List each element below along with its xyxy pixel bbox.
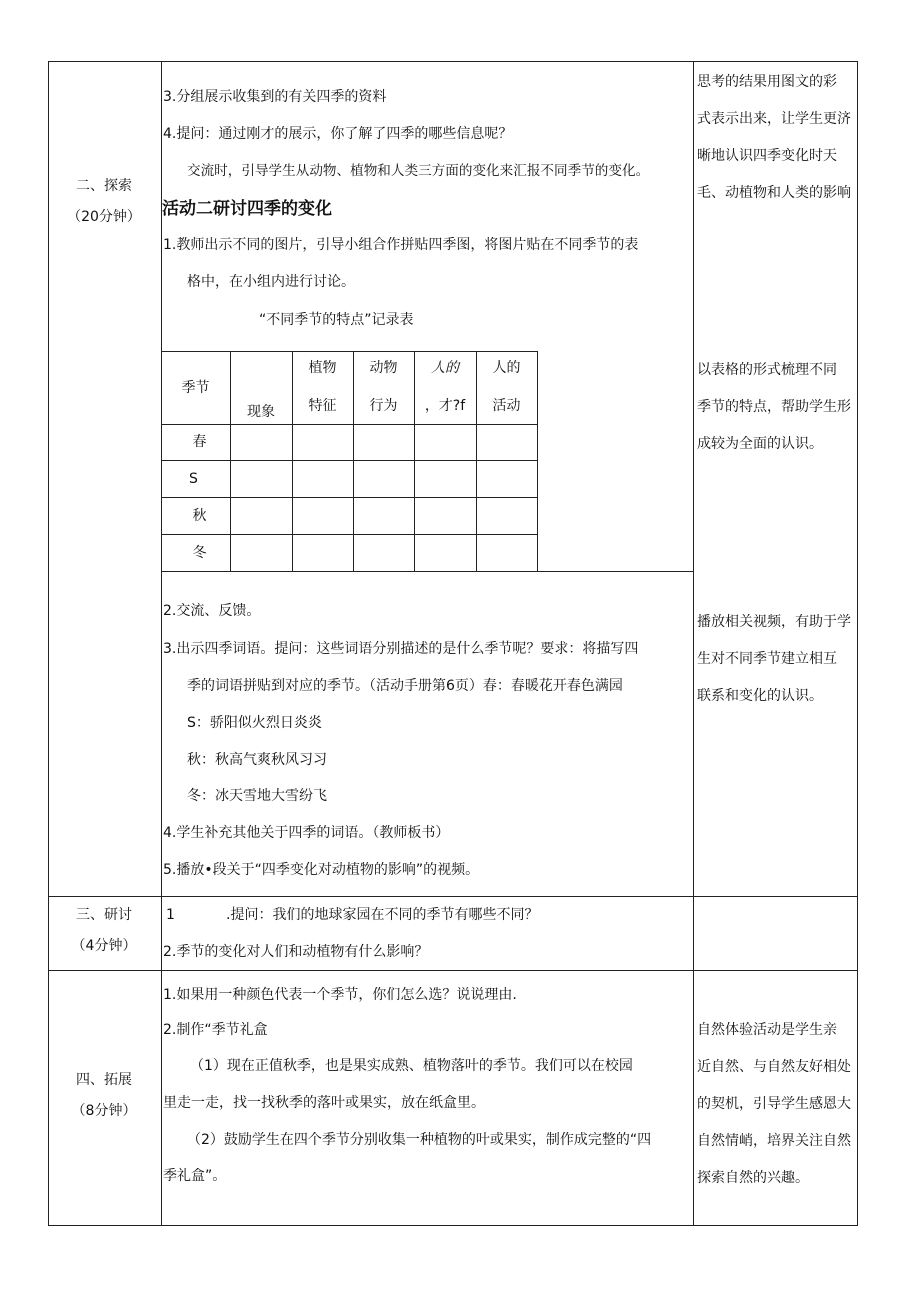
note-table: 以表格的形式梳理不同 季节的特点，帮助学生形 成较为全面的认识。 <box>697 362 851 452</box>
discuss-q2: 2.季节的变化对人们和动植物有什么影响？ <box>163 944 429 960</box>
extend-e2-1b: 里走一走，找一找秋季的落叶或果实，放在纸盒里。 <box>163 1095 485 1111</box>
explore-p3-summer: S：骄阳似火烈日炎炎 <box>187 715 322 731</box>
frame-left <box>48 61 49 1226</box>
table-row-winter: 冬 <box>192 545 207 561</box>
stage-explore-time: （20分钟） <box>67 209 141 225</box>
explore-p3-a: 3.出示四季词语。提问：这些词语分别描述的是什么季节呢？要求：将描写四 <box>163 641 639 657</box>
table-row-spring: 春 <box>192 434 207 450</box>
col-divider-2 <box>693 61 694 1226</box>
explore-line-3: 交流时，引导学生从动物、植物和人类三方面的变化来汇报不同季节的变化。 <box>187 163 650 179</box>
frame-right <box>857 61 858 1226</box>
activity2-heading: 活动二研讨四季的变化 <box>162 199 332 219</box>
step1-line-a: 1.教师出示不同的图片，引导小组合作拼贴四季图，将图片贴在不同季节的表 <box>163 237 639 253</box>
stage-extend-time: （8分钟） <box>71 1103 137 1119</box>
stage-discuss-time: （4分钟） <box>71 938 137 954</box>
extend-e2: 2.制作“季节礼盒 <box>163 1022 268 1038</box>
extend-e1: 1.如果用一种颜色代表一个季节，你们怎么选？说说理由. <box>163 987 517 1003</box>
table-header-human: 人的 ，才?f <box>424 360 466 414</box>
explore-p5: 5.播放•段关于“四季变化对动植物的影响”的视频。 <box>163 862 480 878</box>
row-divider-discuss <box>48 970 858 971</box>
discuss-q1-text: .提问：我们的地球家园在不同的季节有哪些不同？ <box>226 907 539 923</box>
col-divider-1 <box>161 61 162 1226</box>
explore-line-2: 4.提问：通过刚才的展示，你了解了四季的哪些信息呢？ <box>163 126 513 142</box>
explore-p3-winter: 冬：冰天雪地大雪纷飞 <box>187 788 327 804</box>
explore-p2: 2.交流、反馈。 <box>163 603 261 619</box>
table-row-autumn: 秋 <box>192 508 207 524</box>
note-extend: 自然体验活动是学生亲 近自然、与自然友好相处 的契机，引导学生感恩大 自然情峭，培界关注自然 探索自然的兴趣。 <box>697 1022 851 1186</box>
explore-p3-autumn: 秋：秋高气爽秋风习习 <box>187 752 327 768</box>
stage-extend-name: 四、拓展 <box>76 1072 132 1088</box>
table-header-activity: 人的 活动 <box>492 360 521 414</box>
discuss-q1-num: 1 <box>166 907 175 923</box>
extend-e2-2b: 季礼盒”。 <box>163 1168 227 1184</box>
stage-explore <box>48 176 160 227</box>
note-explore: 思考的结果用图文的彩 式表示出来，让学生更济 晰地认识四季变化时天 毛、动植物和人类的影响 <box>697 74 851 201</box>
table-header-animal: 动物 行为 <box>369 360 398 414</box>
table-header-plant: 植物 特征 <box>308 360 337 414</box>
explore-p4: 4.学生补充其他关于四季的词语。（教师板书） <box>163 825 450 841</box>
frame-top <box>48 61 858 62</box>
step1-line-b: 格中，在小组内进行讨论。 <box>187 274 355 290</box>
inner-divider-after-table <box>161 571 694 572</box>
table-caption: “不同季节的特点”记录表 <box>259 312 414 328</box>
stage-discuss-name: 三、研讨 <box>76 907 132 923</box>
stage-extend <box>48 1070 160 1121</box>
stage-discuss <box>48 905 160 956</box>
explore-p3-b: 季的词语拼贴到对应的季节。（活动手册第6页）春：春暖花开春色满园 <box>187 678 623 694</box>
row-divider-explore <box>48 896 858 897</box>
table-header-phenomenon: 现象 <box>247 404 275 420</box>
table-header-season: 季节 <box>181 380 210 396</box>
extend-e2-2a: （2）鼓励学生在四个季节分别收集一种植物的叶或果实，制作成完整的“四 <box>187 1132 652 1148</box>
explore-line-1: 3.分组展示收集到的有关四季的资料 <box>163 89 387 105</box>
note-video: 播放相关视频，有助于学 生对不同季节建立相互 联系和变化的认识。 <box>697 614 851 704</box>
frame-bottom <box>48 1225 858 1226</box>
extend-e2-1a: （1）现在正值秋季，也是果实成熟、植物落叶的季节。我们可以在校园 <box>190 1058 633 1074</box>
stage-explore-name: 二、探索 <box>76 178 132 194</box>
table-row-summer: S <box>189 471 198 487</box>
